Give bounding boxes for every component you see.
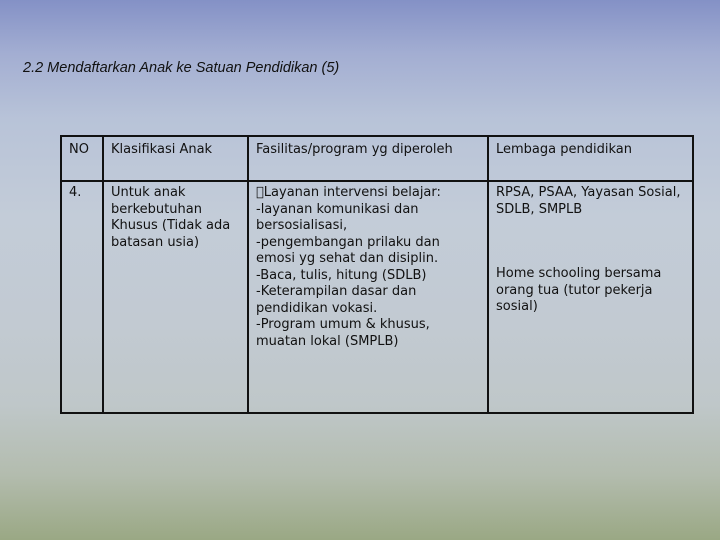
header-no: NO <box>61 136 103 181</box>
table-header-row <box>61 136 693 181</box>
cell-fasilitas <box>248 181 488 413</box>
fasilitas-line-2: -layanan komunikasi dan bersosialisasi, <box>256 201 419 233</box>
slide-title: 2.2 Mendaftarkan Anak ke Satuan Pendidikan (5) <box>23 60 340 76</box>
lembaga-line-2: Home schooling bersama orang tua (tutor pekerja sosial) <box>496 266 662 314</box>
header-lembaga: Lembaga pendidikan <box>488 136 693 181</box>
fasilitas-line-5: -Keterampilan dasar dan pendidikan vokasi. <box>256 284 417 316</box>
lembaga-spacer <box>496 218 685 266</box>
fasilitas-line-6: -Program umum & khusus, muatan lokal (SMPLB) <box>256 317 430 349</box>
cell-klasifikasi: Untuk anak berkebutuhan Khusus (Tidak ada batasan usia) <box>103 181 248 413</box>
fasilitas-line-1: Layanan intervensi belajar: <box>256 185 434 200</box>
table-row <box>61 181 693 413</box>
header-fasilitas: Fasilitas/program yg diperoleh <box>248 136 488 181</box>
cell-lembaga <box>488 181 693 413</box>
lembaga-line-1: RPSA, PSAA, Yayasan Sosial, SDLB, SMPLB <box>496 185 681 217</box>
fasilitas-line-4: -Baca, tulis, hitung (SDLB) <box>256 267 427 283</box>
fasilitas-line-3: -pengembangan prilaku dan emosi yg sehat dan disiplin. <box>256 234 440 266</box>
header-klasifikasi: Klasifikasi Anak <box>103 136 248 181</box>
cell-no: 4. <box>61 181 103 413</box>
classification-table <box>60 135 694 414</box>
